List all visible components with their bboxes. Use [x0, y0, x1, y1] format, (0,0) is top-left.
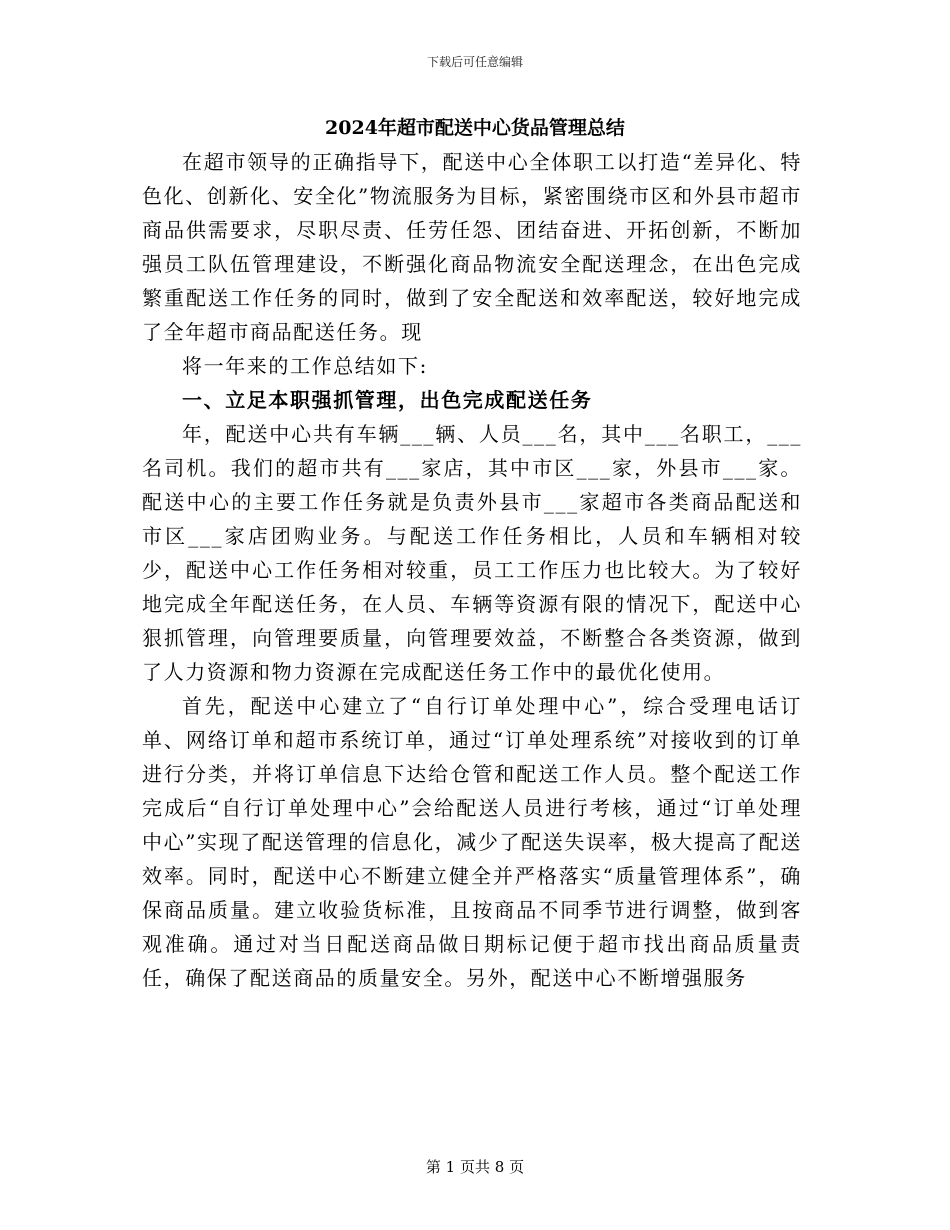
paragraph-summary-lead: 将一年来的工作总结如下: — [182, 354, 428, 378]
header-note: 下载后可任意编辑 — [426, 55, 523, 69]
paragraph-resources: 年，配送中心共有车辆___辆、人员___名，其中___名职工，___名司机。我们的超市共有___家店，其中市区___家，外县市___家。配送中心的主要工作任务就是负责外县市___家超市各类商品配送和市区___家店团购业务。与配送工作任务相比，人员和车辆相对较少，配送中心工作任务相对较重，员工工作压力也比较大。为了较好地完成全年配送任务，在人员、车辆等资源有限的情况下，配送中心狠抓管理，向管理要质量，向管理要效益，不断整合各类资源，做到了人力资源和物力资源在完成配送任务工作中的最优化使用。 — [142, 422, 802, 684]
document-title: 2024年超市配送中心货品管理总结 — [325, 117, 625, 139]
document-body — [142, 145, 802, 995]
paragraph-order-center: 首先，配送中心建立了“自行订单处理中心”，综合受理电话订单、网络订单和超市系统订单，通过“订单处理系统”对接收到的订单进行分类，并将订单信息下达给仓管和配送工作人员。整个配送工作完成后“自行订单处理中心”会给配送人员进行考核，通过“订单处理中心”实现了配送管理的信息化，减少了配送失误率，极大提高了配送效率。同时，配送中心不断建立健全并严格落实“质量管理体系”，确保商品质量。建立收验货标准，且按商品不同季节进行调整，做到客观准确。通过对当日配送商品做日期标记便于超市找出商品质量责任，确保了配送商品的质量安全。另外，配送中心不断增强服务 — [142, 694, 802, 990]
page-number: 第 1 页共 8 页 — [425, 1158, 525, 1176]
paragraph-intro: 在超市领导的正确指导下，配送中心全体职工以打造“差异化、特色化、创新化、安全化”物流服务为目标，紧密围绕市区和外县市超市商品供需要求，尽职尽责、任劳任怨、团结奋进、开拓创新，不断加强员工队伍管理建设，不断强化商品物流安全配送理念，在出色完成繁重配送工作任务的同时，做到了安全配送和效率配送，较好地完成了全年超市商品配送任务。现 — [142, 150, 802, 344]
section-heading-1: 一、立足本职强抓管理，出色完成配送任务 — [182, 388, 593, 412]
